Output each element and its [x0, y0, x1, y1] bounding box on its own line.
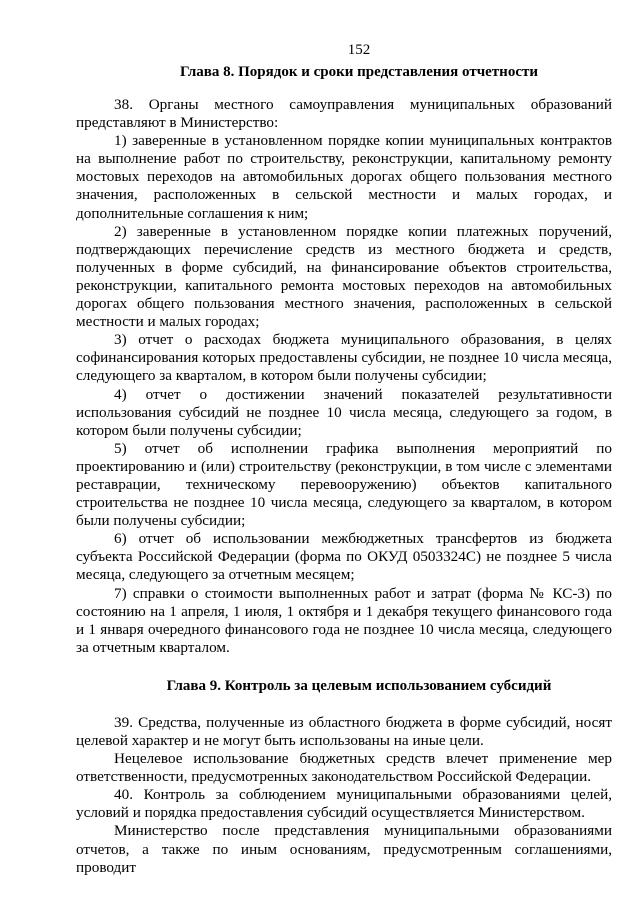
paragraph-misuse: Нецелевое использование бюджетных средств влечет применение мер ответственности, предусмотренных законодательством Российской Федерации. [76, 750, 612, 786]
chapter-8-body [76, 96, 612, 657]
list-item-3: 3) отчет о расходах бюджета муниципального образования, в целях софинансирования которых предоставлены субсидии, не позднее 10 числа месяца, следующего за кварталом, в котором были получены субсидии; [76, 331, 612, 385]
page-number: 152 [347, 42, 371, 58]
list-item-5: 5) отчет об исполнении графика выполнения мероприятий по проектированию и (или) строительству (реконструкции, в том числе с элементами реставрации, техническому перевооружению) объектов капитального строительства не позднее 10 числа месяца, следующего за кварталом, в котором были получены субсидии; [76, 439, 612, 530]
list-item-2: 2) заверенные в установленном порядке копии платежных поручений, подтверждающих перечисление средств из местного бюджета и средств, полученных в форме субсидий, на финансирование объектов строительства, реконструкции, капитального ремонта мостовых переходов на автомобильных дорогах общего пользования местного значения, расположенных в сельской местности и малых городах; [76, 222, 612, 331]
list-item-7: 7) справки о стоимости выполненных работ и затрат (форма № КС-3) по состоянию на 1 апреля, 1 июля, 1 октября и 1 декабря текущего финансового года и 1 января очередного финансового года не позднее 10 числа месяца, следующего за отчетным кварталом. [76, 584, 612, 656]
paragraph-38-intro: 38. Органы местного самоуправления муниципальных образований представляют в Министерство: [76, 96, 612, 132]
list-item-4: 4) отчет о достижении значений показателей результативности использования субсидий не позднее 10 числа месяца, следующего за годом, в котором были получены субсидии; [76, 385, 612, 439]
paragraph-ministry: Министерство после представления муниципальными образованиями отчетов, а также по иным основаниям, предусмотренным соглашениями, проводит [76, 822, 612, 876]
chapter-9-body [76, 714, 612, 877]
list-item-6: 6) отчет об использовании межбюджетных трансфертов из бюджета субъекта Российской Федерации (форма по ОКУД 0503324С) не позднее 5 числа месяца, следующего за отчетным месяцем; [76, 530, 612, 584]
chapter-9-title: Глава 9. Контроль за целевым использованием субсидий [166, 677, 552, 694]
list-item-1: 1) заверенные в установленном порядке копии муниципальных контрактов на выполнение работ по строительству, реконструкции, капитальному ремонту мостовых переходов на автомобильных дорогах общего пользования местного значения, расположенных в сельской местности и малых городах, и дополнительные соглашения к ним; [76, 132, 612, 222]
paragraph-39: 39. Средства, полученные из областного бюджета в форме субсидий, носят целевой характер и не могут быть использованы на иные цели. [76, 713, 612, 749]
paragraph-40: 40. Контроль за соблюдением муниципальными образованиями целей, условий и порядка предоставления субсидий осуществляется Министерством. [76, 786, 612, 822]
chapter-8-title: Глава 8. Порядок и сроки представления отчетности [180, 64, 538, 80]
